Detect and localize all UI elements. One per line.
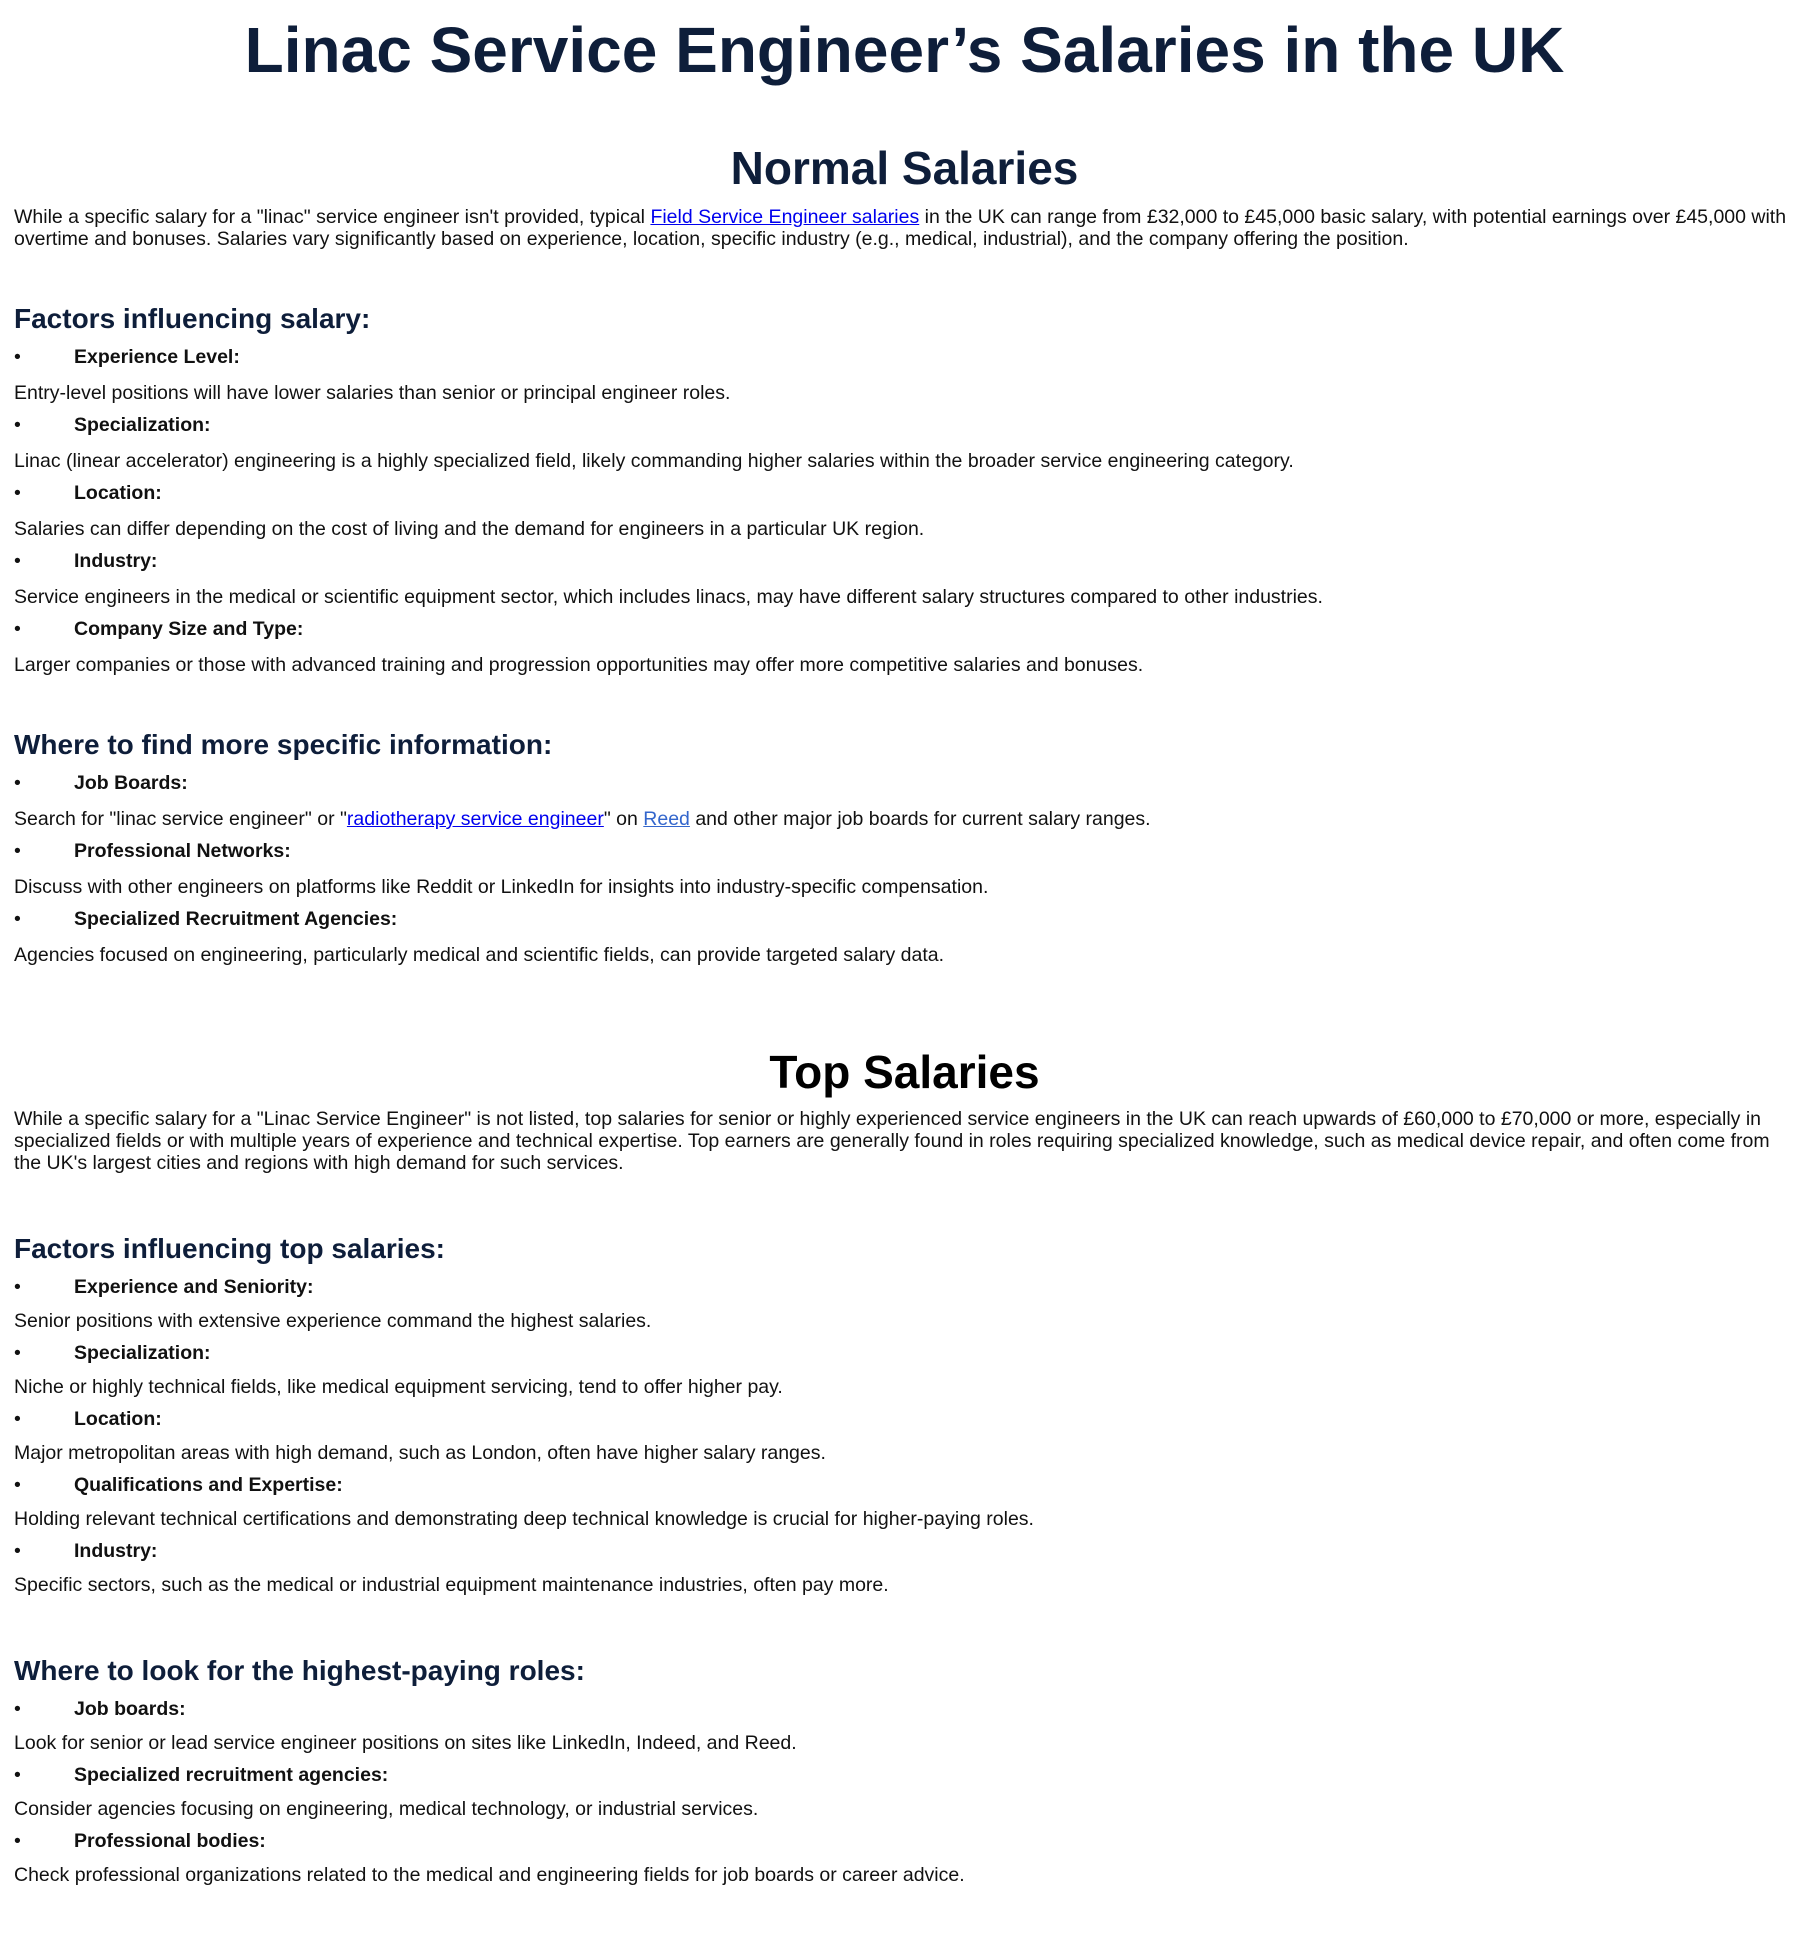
- bullet-icon: •: [14, 1698, 21, 1720]
- top-salaries-heading: Top Salaries: [769, 1046, 1040, 1098]
- list-item: [14, 550, 1795, 608]
- where-title: Job boards:: [74, 1698, 186, 1720]
- bullet-icon: •: [14, 1764, 21, 1786]
- where-title: Professional Networks:: [74, 840, 291, 862]
- factor-title: Experience and Seniority:: [74, 1276, 314, 1298]
- normal-intro-text-a: While a specific salary for a "linac" service engineer isn't provided, typical: [14, 206, 651, 228]
- bullet-icon: •: [14, 1474, 21, 1496]
- list-item: [14, 1540, 1795, 1596]
- factor-description: Holding relevant technical certifications and demonstrating deep technical knowledge is crucial for higher-paying roles.: [14, 1508, 1034, 1530]
- factor-description: Specific sectors, such as the medical or industrial equipment maintenance industries, often pay more.: [14, 1574, 889, 1596]
- factor-description: Senior positions with extensive experience command the highest salaries.: [14, 1310, 652, 1332]
- list-item: [14, 772, 1795, 830]
- list-item: [14, 618, 1795, 676]
- list-item: [14, 1764, 1795, 1820]
- where-description: Check professional organizations related to the medical and engineering fields for job boards or career advice.: [14, 1864, 965, 1886]
- factor-description: Entry-level positions will have lower salaries than senior or principal engineer roles.: [14, 382, 731, 404]
- list-item: [14, 1698, 1795, 1754]
- list-item: [14, 1474, 1795, 1530]
- page-title: Linac Service Engineer’s Salaries in the UK: [244, 14, 1565, 86]
- where-to-look-list: [14, 1698, 1795, 1886]
- factor-description: Larger companies or those with advanced training and progression opportunities may offer more competitive salaries and bonuses.: [14, 654, 1144, 676]
- bullet-icon: •: [14, 772, 21, 794]
- where-title: Specialized recruitment agencies:: [74, 1764, 389, 1786]
- factor-title: Location:: [74, 1408, 162, 1430]
- document: [14, 0, 1795, 1886]
- bullet-icon: •: [14, 618, 21, 640]
- where-to-find-heading: Where to find more specific information:: [14, 729, 553, 760]
- list-item: [14, 414, 1795, 472]
- top-intro-paragraph: While a specific salary for a "Linac Service Engineer" is not listed, top salaries for senior or highly experienced service engineers in the UK can reach upwards of £60,000 to £70,000 or more, especially in specialized fields or with multiple years of experience and technical expertise. Top earners are generally found in roles requiring specialized knowledge, such as medical device repair, and often come from the UK's largest cities and regions with high demand for such services.: [14, 1108, 1770, 1174]
- job-boards-text-b: " on: [603, 808, 644, 830]
- factor-title: Specialization:: [74, 414, 211, 436]
- factor-description: Niche or highly technical fields, like medical equipment servicing, tend to offer higher pay.: [14, 1376, 783, 1398]
- bullet-icon: •: [14, 482, 21, 504]
- list-item: [14, 346, 1795, 404]
- bullet-icon: •: [14, 1830, 21, 1852]
- normal-salaries-heading: Normal Salaries: [730, 142, 1079, 194]
- where-description: Consider agencies focusing on engineering, medical technology, or industrial services.: [14, 1798, 759, 1820]
- factor-title: Industry:: [74, 550, 158, 572]
- factor-title: Industry:: [74, 1540, 158, 1562]
- factor-description: Major metropolitan areas with high demand, such as London, often have higher salary ranges.: [14, 1442, 826, 1464]
- bullet-icon: •: [14, 1276, 21, 1298]
- list-item: [14, 1830, 1795, 1886]
- factors-heading: Factors influencing salary:: [14, 303, 371, 334]
- bullet-icon: •: [14, 550, 21, 572]
- top-factors-heading: Factors influencing top salaries:: [14, 1233, 445, 1264]
- normal-salaries-section: [14, 140, 1795, 966]
- factors-list: [14, 346, 1795, 676]
- top-factors-list: [14, 1276, 1795, 1596]
- job-boards-text-a: Search for "linac service engineer" or ": [14, 808, 347, 830]
- where-title: Job Boards:: [74, 772, 188, 794]
- where-to-look-heading: Where to look for the highest-paying roles:: [14, 1655, 585, 1686]
- where-title: Professional bodies:: [74, 1830, 266, 1852]
- bullet-icon: •: [14, 346, 21, 368]
- bullet-icon: •: [14, 414, 21, 436]
- where-to-find-list: [14, 772, 1795, 966]
- bullet-icon: •: [14, 840, 21, 862]
- factor-description: Linac (linear accelerator) engineering is a highly specialized field, likely commanding higher salaries within the broader service engineering category.: [14, 450, 1294, 472]
- list-item: [14, 1342, 1795, 1398]
- list-item: [14, 908, 1795, 966]
- list-item: [14, 840, 1795, 898]
- reed-link[interactable]: Reed: [643, 808, 690, 830]
- factor-description: Salaries can differ depending on the cost of living and the demand for engineers in a particular UK region.: [14, 518, 925, 540]
- normal-intro-text-b: in the UK can range from £32,000 to £45,000 basic salary, with potential earnings over £45,000 with overtime and bonuses. Salaries vary significantly based on experience, location, specific industry (e.g., medical, industrial), and the company offering the position.: [14, 206, 1787, 250]
- factor-title: Experience Level:: [74, 346, 240, 368]
- bullet-icon: •: [14, 1540, 21, 1562]
- factor-description: Service engineers in the medical or scientific equipment sector, which includes linacs, may have different salary structures compared to other industries.: [14, 586, 1323, 608]
- where-title: Specialized Recruitment Agencies:: [74, 908, 398, 930]
- factor-title: Qualifications and Expertise:: [74, 1474, 343, 1496]
- where-description: [14, 808, 1795, 830]
- normal-intro-paragraph: [14, 206, 1795, 250]
- factor-title: Company Size and Type:: [74, 618, 304, 640]
- where-description: Look for senior or lead service engineer positions on sites like LinkedIn, Indeed, and Reed.: [14, 1732, 797, 1754]
- bullet-icon: •: [14, 1408, 21, 1430]
- where-description: Agencies focused on engineering, particularly medical and scientific fields, can provide targeted salary data.: [14, 944, 945, 966]
- list-item: [14, 482, 1795, 540]
- where-description: Discuss with other engineers on platforms like Reddit or LinkedIn for insights into industry-specific compensation.: [14, 876, 989, 898]
- list-item: [14, 1408, 1795, 1464]
- field-service-engineer-salaries-link[interactable]: Field Service Engineer salaries: [650, 206, 920, 228]
- factor-title: Location:: [74, 482, 162, 504]
- top-salaries-section: [14, 1044, 1795, 1886]
- list-item: [14, 1276, 1795, 1332]
- bullet-icon: •: [14, 908, 21, 930]
- factor-title: Specialization:: [74, 1342, 211, 1364]
- job-boards-text-c: and other major job boards for current salary ranges.: [689, 808, 1151, 830]
- radiotherapy-service-engineer-link[interactable]: radiotherapy service engineer: [346, 808, 604, 830]
- bullet-icon: •: [14, 1342, 21, 1364]
